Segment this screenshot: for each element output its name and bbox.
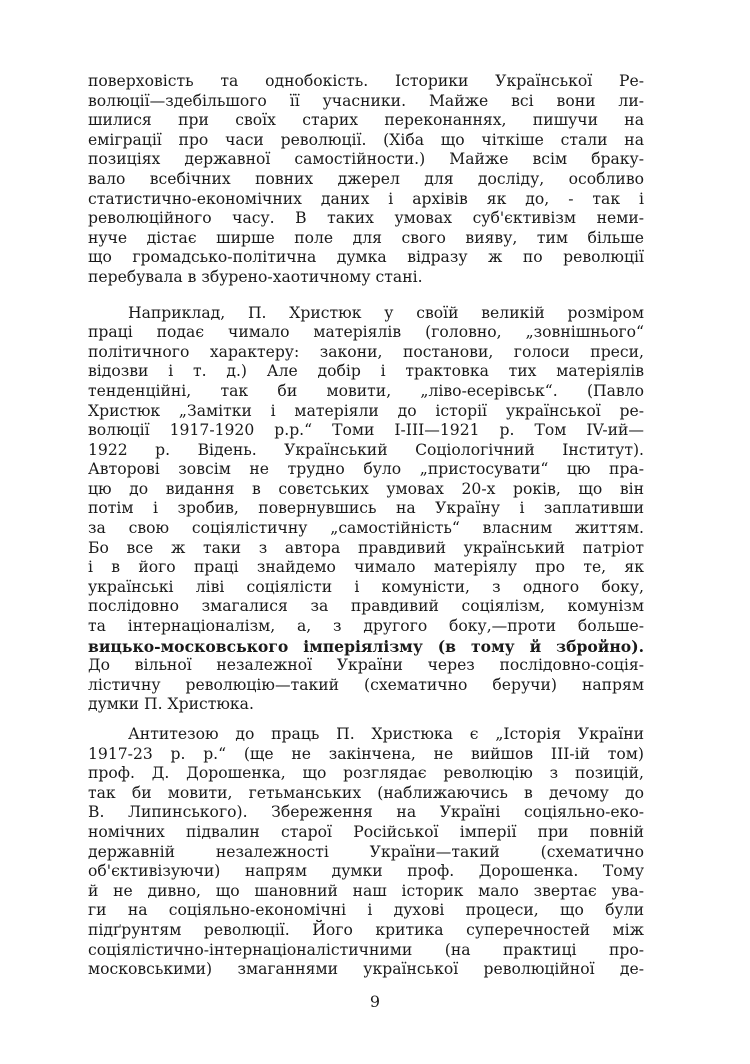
text-line: В. Липинського). Збереження на Україні соціяльно-еко- [88,803,644,822]
body-text [88,72,644,980]
text-line: що громадсько-політична думка відразу ж по революції [88,248,644,267]
text-line: державній незалежності України—такий (схематично [88,842,644,861]
text-line: перебувала в збурено-хаотичному стані. [88,267,423,286]
text-line: українські ліві соціялісти і комуністи, з одного боку, [88,577,644,596]
text-line: вицько-московського імперіялізму (в тому й збройно). [88,636,644,656]
text-line: Бо все ж таки з автора правдивий український патріот [88,538,644,557]
text-line: Наприклад, П. Христюк у своїй великій розміром [128,303,644,322]
text-line: волюції 1917-1920 р.р.“ Томи I-III—1921 р. Том IV-ий— [88,421,644,440]
text-line: думки П. Христюка. [88,695,254,714]
text-line: нуче дістає ширше поле для свого вияву, тим більше [88,228,644,247]
text-line: політичного характеру: закони, постанови, голоси преси, [88,342,644,361]
page-number: 9 [369,992,381,1011]
text-line: московськими) змаганнями української революційної де- [88,960,644,979]
text-line: шилися при своїх старих переконаннях, пишучи на [88,111,644,130]
text-line: вало всебічних повних джерел для досліду, особливо [88,169,644,188]
text-line: цю до видання в совєтських умовах 20-х років, що він [88,479,644,498]
text-line: статистично-економічних даних і архівів як до, - так і [88,189,644,208]
text-line: відозви і т. д.) Але добір і трактовка тих матеріялів [88,362,644,381]
text-line: об'єктивізуючи) напрям думки проф. Дорошенка. Тому [88,862,644,881]
text-line: праці подає чимало матеріялів (головно, „зовнішнього“ [88,323,644,342]
text-line: позиціях державної самостійности.) Майже всім браку- [88,150,644,169]
text-line: послідовно змагалися за правдивий соціялізм, комунізм [88,597,644,616]
text-line: і в його праці знайдемо чимало матеріялу про те, як [88,558,644,577]
text-line: революційного часу. В таких умовах суб'єктивізм неми- [88,209,644,228]
text-line: Авторові зовсім не трудно було „пристосувати“ цю пра- [88,460,644,479]
text-line: та інтернаціоналізм, а, з другого боку,—проти больше- [88,617,644,636]
text-line: так би мовити, гетьманських (наближаючись в дечому до [88,783,644,802]
text-line: й не дивно, що шановний наш історик мало звертає ува- [88,881,644,900]
text-line: Христюк „Замітки і матеріяли до історії української ре- [88,401,644,420]
paragraph-1 [88,72,644,288]
text-line: волюції—здебільшого її учасники. Майже всі вони ли- [88,91,644,110]
paragraph-gap [88,715,644,725]
text-line: підґрунтям революції. Його критика суперечностей між [88,920,644,939]
text-line: еміграції про часи революції. (Хіба що чіткіше стали на [88,130,644,149]
text-line: Антитезою до праць П. Христюка є „Історія України [128,725,644,743]
text-line: соціялістично-інтернаціоналістичними (на практиці про- [88,940,644,959]
text-line: До вільної незалежної України через послідовно-соція- [88,656,644,675]
text-line: поверховість та однобокість. Історики Української Ре- [88,72,644,90]
paragraph-2 [88,304,644,715]
paragraph-gap [88,288,644,304]
text-line: номічних підвалин старої Російської імперії при повній [88,822,644,841]
text-line: проф. Д. Дорошенка, що розглядає революцію з позицій, [88,764,644,783]
text-line: 1922 р. Відень. Український Соціологічний Інститут). [88,440,644,459]
text-line: за свою соціялістичну „самостійність“ власним життям. [88,519,644,538]
text-line: 1917-23 р. р.“ (ще не закінчена, не вийшов III-ій том) [88,744,644,763]
text-line: тенденційні, так би мовити, „ліво-есерівськ“. (Павло [88,381,644,400]
paragraph-3 [88,725,644,980]
text-line: лістичну революцію—такий (схематично беручи) напрям [88,675,644,694]
text-line: потім і зробив, повернувшись на Україну і заплативши [88,499,644,518]
text-line: ги на соціяльно-економічні і духові процеси, що були [88,901,644,920]
